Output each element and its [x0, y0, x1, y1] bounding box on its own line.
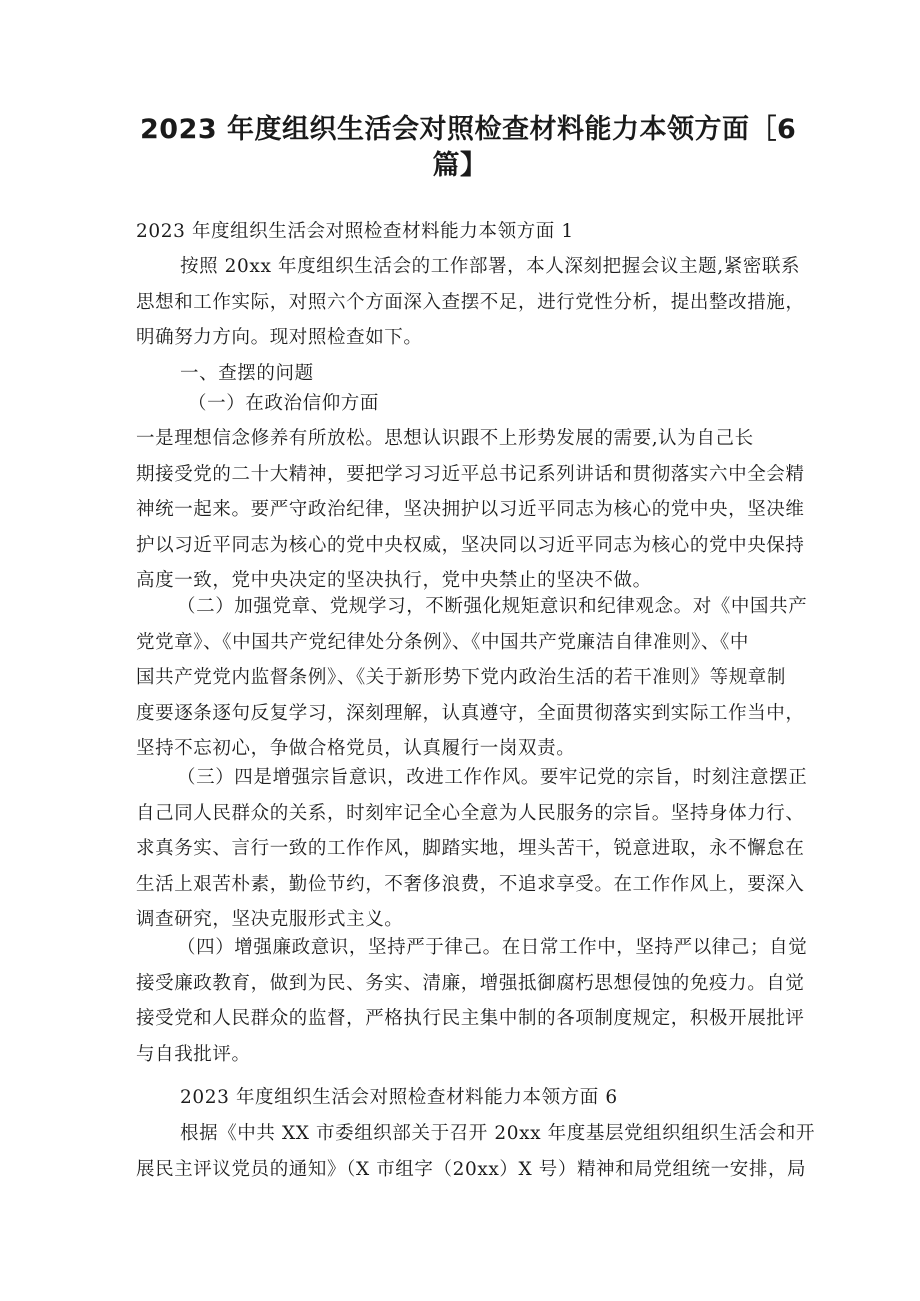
paragraph-line: 神统一起来。要严守政治纪律，坚决拥护以习近平同志为核心的党中央，坚决维	[136, 499, 805, 521]
paragraph-line: 一是理想信念修养有所放松。思想认识跟不上形势发展的需要,认为自己长	[136, 428, 754, 449]
paragraph-line: 思想和工作实际，对照六个方面深入查摆不足，进行党性分析，提出整改措施，	[136, 291, 805, 313]
paragraph-line: 高度一致，党中央决定的坚决执行，党中央禁止的坚决不做。	[136, 570, 652, 592]
paragraph-line: 护以习近平同志为核心的党中央权威，坚决同以习近平同志为核心的党中央保持	[136, 534, 805, 556]
paragraph-line: （三）四是增强宗旨意识，改进工作作风。要牢记党的宗旨，时刻注意摆正	[177, 767, 808, 788]
paragraph-line: 国共产党党内监督条例》、《关于新形势下党内政治生活的若干准则》等规章制	[136, 667, 787, 689]
paragraph-line: 求真务实、言行一致的工作作风，脚踏实地，埋头苦干，锐意进取，永不懈怠在	[136, 838, 805, 860]
section-1-heading	[136, 214, 786, 250]
paragraph-line: 接受廉政教育，做到为民、务实、清廉，增强抵御腐朽思想侵蚀的免疫力。自觉	[136, 972, 805, 994]
section-heading-text: 2023 年度组织生活会对照检查材料能力本领方面 6	[180, 1087, 618, 1108]
paragraph-notice	[136, 1116, 816, 1187]
paragraph-line: 按照 20xx 年度组织生活会的工作部署，本人深刻把握会议主题,紧密联系	[180, 256, 801, 277]
paragraph-purpose	[136, 760, 808, 938]
title-line-1: 2023 年度组织生活会对照检查材料能力本领方面［6	[140, 114, 797, 145]
paragraph-integrity	[136, 930, 808, 1072]
paragraph-line: 生活上艰苦朴素，勤俭节约，不奢侈浪费，不追求享受。在工作作风上，要深入	[136, 873, 805, 895]
intro-paragraph	[136, 249, 805, 356]
document-title	[140, 112, 797, 184]
paragraph-line: 党党章》、《中国共产党纪律处分条例》、《中国共产党廉洁自律准则》、《中	[136, 631, 750, 653]
paragraph-line: 调查研究，坚决克服形式主义。	[136, 909, 404, 931]
paragraph-line: 明确努力方向。现对照检查如下。	[136, 327, 423, 349]
paragraph-line: 自己同人民群众的关系，时刻牢记全心全意为人民服务的宗旨。坚持身体力行、	[136, 802, 805, 824]
paragraph-line: 接受党和人民群众的监督，严格执行民主集中制的各项制度规定，积极开展批评	[136, 1008, 805, 1030]
heading-text: （一）在政治信仰方面	[188, 393, 380, 414]
paragraph-line: 与自我批评。	[136, 1043, 251, 1065]
title-line-2: 篇】	[432, 150, 488, 181]
paragraph-party-rules	[136, 589, 808, 767]
paragraph-line: 坚持不忘初心，争做合格党员，认真履行一岗双责。	[136, 738, 576, 760]
section-6-heading	[136, 1080, 786, 1116]
paragraph-line: 期接受党的二十大精神，要把学习习近平总书记系列讲话和贯彻落实六中全会精	[136, 463, 805, 485]
paragraph-ideals	[136, 421, 805, 599]
paragraph-line: （四）增强廉政意识，坚持严于律己。在日常工作中，坚持严以律己；自觉	[177, 937, 808, 958]
section-heading-text: 2023 年度组织生活会对照检查材料能力本领方面 1	[136, 221, 574, 242]
paragraph-line: 展民主评议党员的通知》（X 市组字（20xx）X 号）精神和局党组统一安排，局	[136, 1158, 807, 1180]
paragraph-line: （二）加强党章、党规学习，不断强化规矩意识和纪律观念。对《中国共产	[177, 596, 808, 617]
paragraph-line: 根据《中共 XX 市委组织部关于召开 20xx 年度基层党组织组织生活会和开	[180, 1123, 816, 1144]
subheading-political-belief	[136, 386, 786, 422]
paragraph-line: 度要逐条逐句反复学习，深刻理解，认真遵守，全面贯彻落实到实际工作当中，	[136, 702, 805, 724]
heading-text: 一、查摆的问题	[180, 363, 314, 384]
